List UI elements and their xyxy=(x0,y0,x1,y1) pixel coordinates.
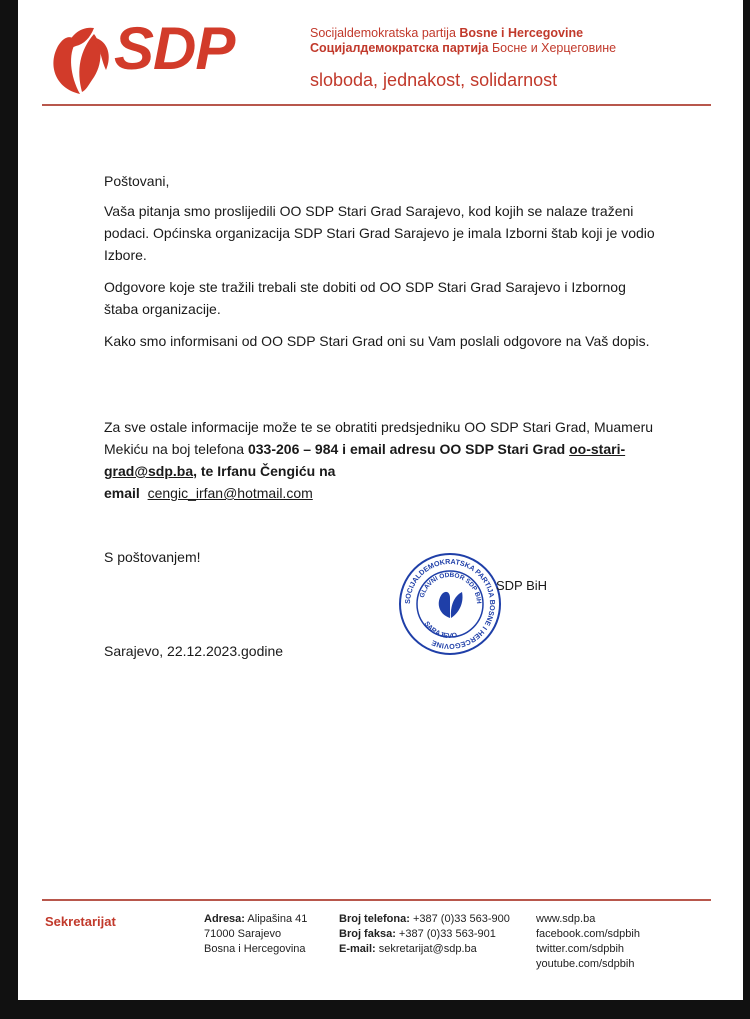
logo-wordmark: SDP xyxy=(114,15,235,82)
twitter-link[interactable]: twitter.com/sdpbih xyxy=(536,943,625,955)
svg-text:SOCIJALDEMOKRATSKA PARTIJA BOS: SOCIJALDEMOKRATSKA PARTIJA BOSNE I HERCEGOVINE xyxy=(402,556,498,652)
facebook-link[interactable]: facebook.com/sdpbih xyxy=(536,928,640,940)
footer-address: Adresa: Alipašina 41 71000 Sarajevo Bosna i Hercegovina xyxy=(204,913,308,955)
party-name: Socijaldemokratska partija Bosne i Hercegovine Социјалдемократска партија Босне и Херцеговине xyxy=(310,26,617,55)
greeting: Poštovani, xyxy=(104,173,170,189)
web-link[interactable]: www.sdp.ba xyxy=(536,913,596,925)
signature-label: SDP BiH xyxy=(496,578,548,593)
slogan: sloboda, jednakost, solidarnost xyxy=(310,70,558,90)
paragraph-2: Odgovore koje ste tražili trebali ste dobiti od OO SDP Stari Grad Sarajevo i Izbornog štaba organizacije. xyxy=(104,279,626,317)
svg-text:GLAVNI ODBOR SDP BiH: GLAVNI ODBOR SDP BiH xyxy=(418,571,483,605)
footer-email-link[interactable]: sekretarijat@sdp.ba xyxy=(375,943,477,955)
paragraph-4: Za sve ostale informacije može te se obratiti predsjedniku OO SDP Stari Grad, Muameru Mekiću na boj telefona 033-206 – 984 i email adresu OO SDP Stari Grad oo-stari-grad@sdp.ba, te Irfanu Čengiću na email cengic_irfan@hotmail.com xyxy=(104,419,654,501)
youtube-link[interactable]: youtube.com/sdpbih xyxy=(536,958,635,970)
header-divider xyxy=(42,104,711,106)
place-date: Sarajevo, 22.12.2023.godine xyxy=(104,643,284,659)
email-link-cengic[interactable]: cengic_irfan@hotmail.com xyxy=(147,485,313,501)
footer-web xyxy=(536,912,640,972)
letter-page xyxy=(18,0,743,1000)
footer-divider xyxy=(42,899,711,901)
paragraph-1: Vaša pitanja smo proslijedili OO SDP Stari Grad Sarajevo, kod kojih se nalaze traženi podaci. Općinska organizacija SDP Stari Grad Sarajevo je imala Izborni štab koji je vodio Izbore. xyxy=(104,203,655,263)
rose-logo-icon xyxy=(46,20,114,98)
svg-text:SARAJEVO: SARAJEVO xyxy=(422,620,458,641)
paragraph-3: Kako smo informisani od OO SDP Stari Grad oni su Vam poslali odgovore na Vaš dopis. xyxy=(104,333,650,349)
footer-title: Sekretarijat xyxy=(45,914,116,929)
email-link-oo-stari-grad[interactable]: oo-stari-grad@sdp.ba xyxy=(104,441,626,479)
footer-contact: Broj telefona: +387 (0)33 563-900 Broj faksa: +387 (0)33 563-901 E-mail: sekretarijat@sdp.ba xyxy=(339,913,510,955)
closing: S poštovanjem! xyxy=(104,549,201,565)
